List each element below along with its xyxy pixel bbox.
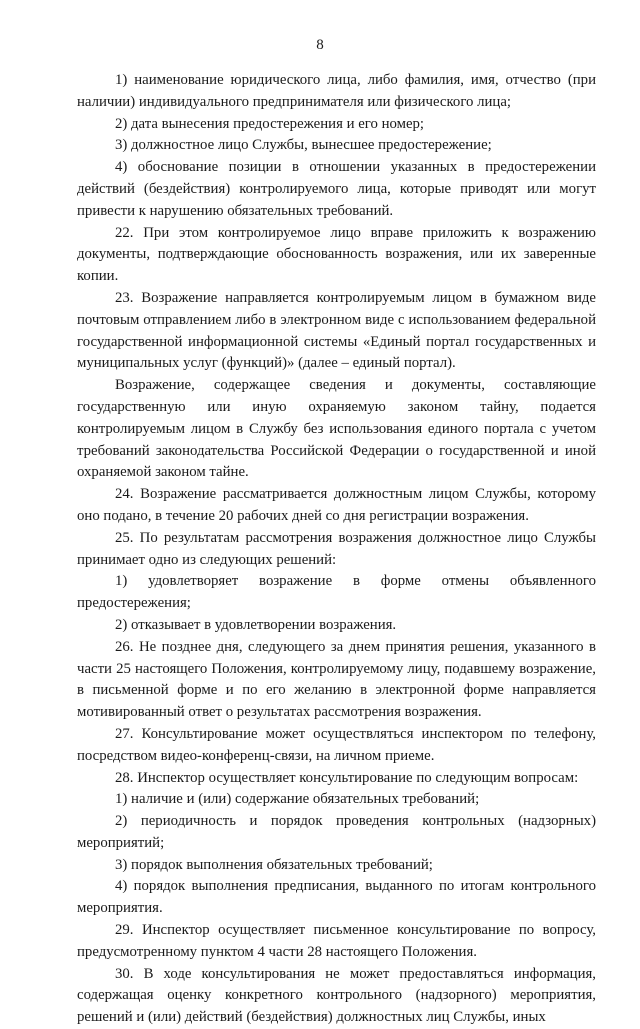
clause-30: 30. В ходе консультирования не может предоставляться информация, содержащая оценку конкретного контрольного (надзорного) мероприятия, решений и (или) действий (бездействия) должностных лиц Службы, иных	[77, 965, 596, 1026]
page-number: 8	[316, 37, 324, 53]
list-item-2-warning-date: 2) дата вынесения предостережения и его номер;	[115, 115, 425, 132]
clause-23: 23. Возражение направляется контролируемым лицом в бумажном виде почтовым отправлением либо в электронном виде с использованием федеральной государственной информационной системы «Единый портал государственных и муниципальных услуг (функций)» (далее – единый портал).	[77, 289, 596, 372]
clause-26: 26. Не позднее дня, следующего за днем принятия решения, указанного в части 25 настоящего Положения, контролируемому лицу, подавшему возражение, в письменной форме и по его желанию в электронной форме направляется мотивированный ответ о результатах рассмотрения возражения.	[77, 638, 596, 721]
clause-25-option-2: 2) отказывает в удовлетворении возражения.	[115, 616, 397, 633]
clause-28-item-2: 2) периодичность и порядок проведения контрольных (надзорных) мероприятий;	[77, 813, 596, 851]
clause-28-item-1: 1) наличие и (или) содержание обязательных требований;	[115, 791, 480, 808]
list-item-4-justification: 4) обоснование позиции в отношении указанных в предостережении действий (бездействия) контролируемого лица, которые приводят или могут привести к нарушению обязательных требований.	[77, 159, 596, 219]
clause-25-option-1: 1) удовлетворяет возражение в форме отмены объявленного предостережения;	[77, 573, 596, 612]
clause-24: 24. Возражение рассматривается должностным лицом Службы, которому оно подано, в течение 20 рабочих дней со дня регистрации возражения.	[77, 486, 596, 524]
clause-29: 29. Инспектор осуществляет письменное консультирование по вопросу, предусмотренному пунктом 4 части 28 настоящего Положения.	[77, 922, 596, 960]
clause-28: 28. Инспектор осуществляет консультирование по следующим вопросам:	[115, 769, 579, 786]
clause-22: 22. При этом контролируемое лицо вправе приложить к возражению документы, подтверждающие обоснованность возражения, или их заверенные копии.	[77, 224, 596, 285]
clause-28-item-3: 3) порядок выполнения обязательных требований;	[115, 856, 433, 873]
document-body	[77, 70, 596, 1029]
list-item-1-org-name: 1) наименование юридического лица, либо фамилия, имя, отчество (при наличии) индивидуального предпринимателя или физического лица;	[77, 72, 596, 110]
clause-27: 27. Консультирование может осуществляться инспектором по телефону, посредством видео-конференц-связи, на личном приеме.	[77, 725, 596, 764]
clause-23-secret-info: Возражение, содержащее сведения и документы, составляющие государственную или иную охраняемую законом тайну, подается контролируемым лицом в Службу без использования единого портала с учетом требований законодательства Российской Федерации о государственной и иной охраняемой законом тайне.	[77, 377, 596, 481]
list-item-3-official: 3) должностное лицо Службы, вынесшее предостережение;	[115, 137, 492, 154]
clause-28-item-4: 4) порядок выполнения предписания, выданного по итогам контрольного мероприятия.	[77, 878, 596, 917]
clause-25: 25. По результатам рассмотрения возражения должностное лицо Службы принимает одно из следующих решений:	[77, 529, 596, 568]
